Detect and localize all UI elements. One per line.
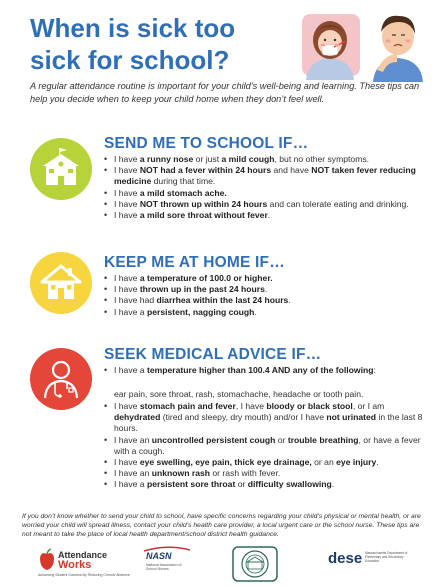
dese-name: dese <box>328 550 363 567</box>
dese-full-name: Massachusetts Department of Elementary and Secondary Education <box>365 551 408 563</box>
section-title: SEND ME TO SCHOOL IF… <box>104 135 309 152</box>
logo-strip <box>0 546 443 584</box>
apple-icon <box>38 548 56 572</box>
list-item: • I have thrown up in the past 24 hours. <box>104 284 424 295</box>
medical-criteria-list <box>104 365 424 376</box>
list-item: • I have eye swelling, eye pain, thick eye drainage, or an eye injury. <box>104 457 424 468</box>
list-item: • I have a mild sore throat without fever. <box>104 210 424 221</box>
section-title: SEEK MEDICAL ADVICE IF… <box>104 346 322 363</box>
logo-text-line2: Works <box>58 559 92 571</box>
title-line-1: When is sick too <box>30 13 236 43</box>
list-item: • I have a temperature of 100.0 or higher. <box>104 273 424 284</box>
nasn-full-name: National Association of School Nurses <box>146 563 182 572</box>
school-building-icon <box>30 138 92 200</box>
list-item: • I have a mild stomach ache. <box>104 188 424 199</box>
list-item: • I have a persistent sore throat or difficulty swallowing. <box>104 479 424 490</box>
footnote: If you don’t know whether to send your child to school, have specific concerns regarding your child’s physical or mental health, or are worried your child will spread illness, contact your child’s health care provider, a local urgent care or the school nurse. These tips are not meant to take the place of local health department/school district health guidance. <box>22 513 421 539</box>
nasn-logo <box>142 546 192 580</box>
list-item: • I have NOT thrown up within 24 hours and can tolerate eating and drinking. <box>104 199 424 210</box>
list-item: • I have had diarrhea within the last 24 hours. <box>104 295 424 306</box>
logo-text-line1: Attendance <box>58 550 108 560</box>
house-icon <box>30 252 92 314</box>
list-item: • I have an uncontrolled persistent cough or trouble breathing, or have a fever with a cough. <box>104 435 424 457</box>
dese-logo <box>328 546 420 580</box>
intro-text: A regular attendance routine is important for your child’s well-being and learning. These tips can help you decide when to keep your child home when they don’t feel well. <box>30 81 420 104</box>
attendance-works-logo <box>38 546 130 582</box>
state-seal-logo <box>232 546 278 582</box>
medical-criteria-list-continued <box>104 401 424 491</box>
nasn-name: NASN <box>146 551 172 561</box>
section-title: KEEP ME AT HOME IF… <box>104 254 285 271</box>
sick-girl-illustration <box>296 10 364 80</box>
title-line-2: sick for school? <box>30 45 230 75</box>
list-item: • I have a persistent, nagging cough. <box>104 307 424 318</box>
doctor-icon <box>30 348 92 410</box>
home-criteria-list <box>104 273 424 318</box>
school-criteria-list <box>104 154 424 221</box>
sick-boy-illustration <box>367 10 429 82</box>
symptom-sublist: ear pain, sore throat, rash, stomachache, headache or tooth pain. <box>114 389 364 399</box>
list-item: • I have a runny nose or just a mild cough, but no other symptoms. <box>104 154 424 165</box>
list-item: • I have an unknown rash or rash with fever. <box>104 468 424 479</box>
list-item: • I have NOT had a fever within 24 hours and have NOT taken fever reducing medicine during that time. <box>104 165 424 187</box>
list-item: • I have stomach pain and fever, I have bloody or black stool, or I am dehydrated (tired and sleepy, dry mouth) and/or I have not urinated in the last 8 hours. <box>104 401 424 435</box>
list-item: • I have a temperature higher than 100.4 AND any of the following: <box>104 365 424 376</box>
page-title <box>30 12 290 76</box>
logo-tagline: Advancing Student Success By Reducing Chronic Absence <box>38 573 130 577</box>
